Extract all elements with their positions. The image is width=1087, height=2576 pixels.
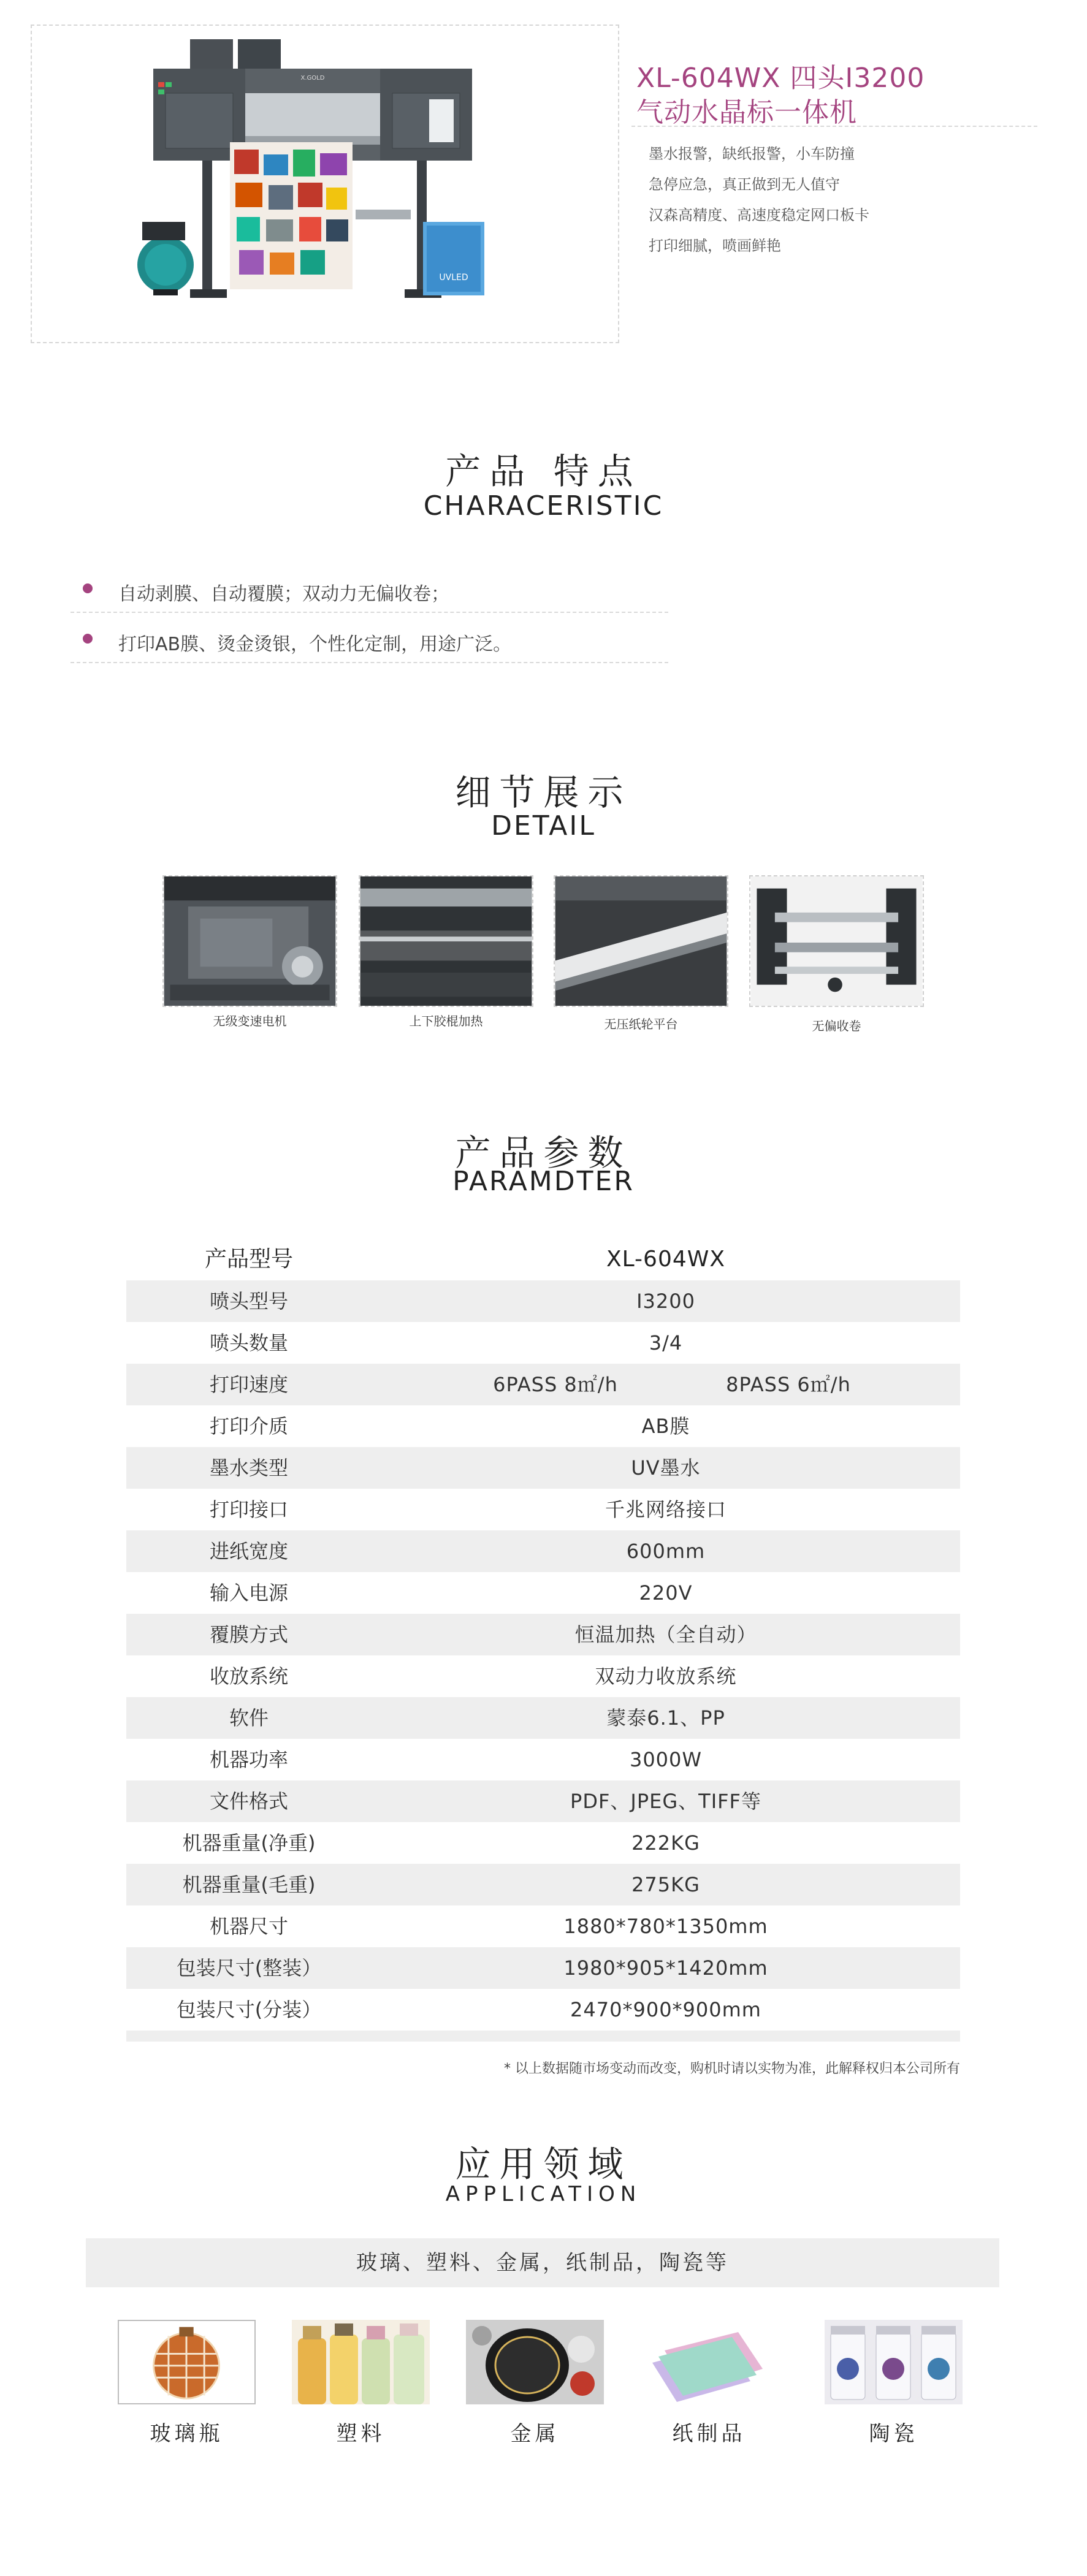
hero-title-line1: XL-604WX 四头I3200 — [636, 63, 925, 94]
param-row — [126, 1489, 960, 1530]
plastic-bottle-photo-icon — [292, 2320, 430, 2404]
param-row — [126, 1572, 960, 1614]
param-label: 机器重量(毛重) — [182, 1873, 316, 1896]
param-value: 1880*780*1350mm — [563, 1915, 768, 1938]
application-image-plastic — [292, 2320, 430, 2404]
param-label: 打印接口 — [209, 1498, 288, 1521]
param-value: UV墨水 — [631, 1456, 701, 1480]
param-row — [126, 1697, 960, 1739]
param-label: 机器尺寸 — [209, 1915, 288, 1938]
hero-feature-item: 急停应急，真正做到无人值守 — [649, 176, 840, 193]
table-end-bar — [126, 2031, 960, 2042]
characteristic-title-en: CHARACERISTIC — [423, 490, 664, 522]
detail-caption: 无偏收卷 — [812, 1019, 861, 1033]
param-label: 产品型号 — [204, 1247, 293, 1272]
brand-label: X.GOLD — [300, 75, 325, 82]
params-title-cn: 产品参数 — [455, 1132, 632, 1174]
param-row — [126, 1739, 960, 1780]
param-row — [126, 1614, 960, 1655]
param-label: 机器功率 — [209, 1748, 288, 1771]
param-value: PDF、JPEG、TIFF等 — [570, 1790, 761, 1813]
param-value: I3200 — [636, 1290, 695, 1313]
application-caption: 纸制品 — [672, 2422, 746, 2446]
param-row — [126, 1322, 960, 1364]
param-row — [126, 1280, 960, 1322]
printer-photo — [129, 38, 497, 314]
param-label: 打印速度 — [209, 1373, 288, 1396]
param-label: 打印介质 — [209, 1415, 288, 1438]
hero-title-line2: 气动水晶标一体机 — [636, 97, 857, 128]
param-row — [126, 1447, 960, 1489]
hero-divider — [631, 126, 1037, 127]
param-value: XL-604WX — [606, 1247, 726, 1272]
detail-caption: 无级变速电机 — [213, 1014, 287, 1028]
param-label: 进纸宽度 — [209, 1540, 288, 1563]
application-image-ceramic — [825, 2320, 963, 2404]
param-value: 双动力收放系统 — [595, 1665, 737, 1688]
application-caption: 塑料 — [336, 2422, 386, 2446]
param-label: 文件格式 — [209, 1790, 288, 1813]
detail-image-roller — [359, 875, 533, 1007]
param-label: 收放系统 — [209, 1665, 288, 1688]
paper-card-photo-icon — [640, 2320, 778, 2404]
param-row — [126, 1864, 960, 1905]
param-label: 输入电源 — [209, 1581, 288, 1605]
param-value: 3/4 — [649, 1331, 683, 1354]
bullet-dot-icon — [83, 634, 93, 644]
param-label: 覆膜方式 — [209, 1623, 288, 1646]
detail-caption: 无压纸轮平台 — [604, 1017, 678, 1032]
param-value: 6PASS 8㎡/h — [493, 1373, 618, 1396]
param-row — [126, 1780, 960, 1822]
param-value: 千兆网络接口 — [605, 1498, 727, 1521]
param-label: 墨水类型 — [209, 1456, 288, 1480]
param-row — [126, 1822, 960, 1864]
detail-image-winder — [749, 875, 924, 1007]
hero-feature-item: 打印细腻，喷画鲜艳 — [649, 237, 781, 254]
params-footnote: * 以上数据随市场变动而改变，购机时请以实物为准，此解释权归本公司所有 — [504, 2061, 960, 2076]
param-value: 600mm — [626, 1540, 706, 1563]
application-image-paper — [640, 2320, 778, 2404]
param-value: 蒙泰6.1、PP — [606, 1706, 725, 1730]
hero-feature-list — [649, 139, 1029, 261]
ceramic-cup-photo-icon — [825, 2320, 963, 2404]
param-row — [126, 1655, 960, 1697]
bullet-dot-icon — [83, 583, 93, 593]
param-row — [126, 1405, 960, 1447]
param-row — [126, 1364, 960, 1405]
params-header-row — [126, 1239, 960, 1280]
application-title-cn: 应用领域 — [455, 2143, 632, 2185]
param-row — [126, 1947, 960, 1989]
uv-label: UVLED — [439, 273, 468, 283]
detail-title-en: DETAIL — [491, 810, 596, 842]
param-value: 8PASS 6㎡/h — [726, 1373, 851, 1396]
param-value: 2470*900*900mm — [570, 1998, 761, 2021]
param-value: 275KG — [631, 1873, 700, 1896]
application-title-en: APPLICATION — [445, 2182, 642, 2206]
metal-badge-photo-icon — [466, 2320, 604, 2404]
param-row — [126, 1905, 960, 1947]
application-caption: 玻璃瓶 — [150, 2422, 224, 2446]
winder-photo-icon — [750, 876, 923, 1006]
detail-caption: 上下胶棍加热 — [409, 1014, 483, 1028]
param-label: 喷头数量 — [209, 1331, 288, 1354]
hero-feature-item: 墨水报警，缺纸报警，小车防撞 — [649, 145, 855, 162]
characteristic-title-cn: 产品 特点 — [445, 450, 642, 492]
hero-title — [636, 61, 1029, 130]
application-caption: 陶瓷 — [869, 2422, 918, 2446]
application-image-glass — [118, 2320, 256, 2404]
application-image-metal — [466, 2320, 604, 2404]
characteristic-item — [71, 566, 668, 613]
characteristic-item-text: 自动剥膜、自动覆膜；双动力无偏收卷； — [118, 583, 449, 605]
params-title-en: PARAMDTER — [452, 1166, 635, 1197]
detail-image-motor — [162, 875, 337, 1007]
param-value: AB膜 — [641, 1415, 690, 1438]
application-materials: 玻璃、塑料、金属，纸制品，陶瓷等 — [86, 2238, 999, 2287]
param-label: 机器重量(净重) — [182, 1831, 316, 1855]
glass-bottle-photo-icon — [119, 2321, 254, 2403]
param-label: 软件 — [229, 1706, 269, 1730]
param-value: 220V — [639, 1581, 693, 1605]
detail-image-platform — [554, 875, 728, 1007]
param-value: 1980*905*1420mm — [563, 1956, 768, 1980]
param-row — [126, 1530, 960, 1572]
param-value: 恒温加热（全自动） — [574, 1623, 757, 1646]
characteristic-item-text: 打印AB膜、烫金烫银，个性化定制，用途广泛。 — [118, 634, 512, 655]
param-row — [126, 1989, 960, 2031]
platform-photo-icon — [555, 876, 727, 1006]
characteristic-item — [71, 617, 668, 663]
param-value: 3000W — [629, 1748, 703, 1771]
application-caption: 金属 — [510, 2422, 560, 2446]
param-value: 222KG — [631, 1831, 700, 1855]
hero-feature-item: 汉森高精度、高速度稳定网口板卡 — [649, 207, 869, 224]
param-label: 包装尺寸(整装） — [176, 1956, 322, 1980]
param-label: 喷头型号 — [209, 1290, 288, 1313]
param-label: 包装尺寸(分装） — [176, 1998, 322, 2021]
roller-photo-icon — [360, 876, 532, 1006]
motor-photo-icon — [164, 876, 336, 1006]
detail-title-cn: 细节展示 — [455, 772, 632, 813]
